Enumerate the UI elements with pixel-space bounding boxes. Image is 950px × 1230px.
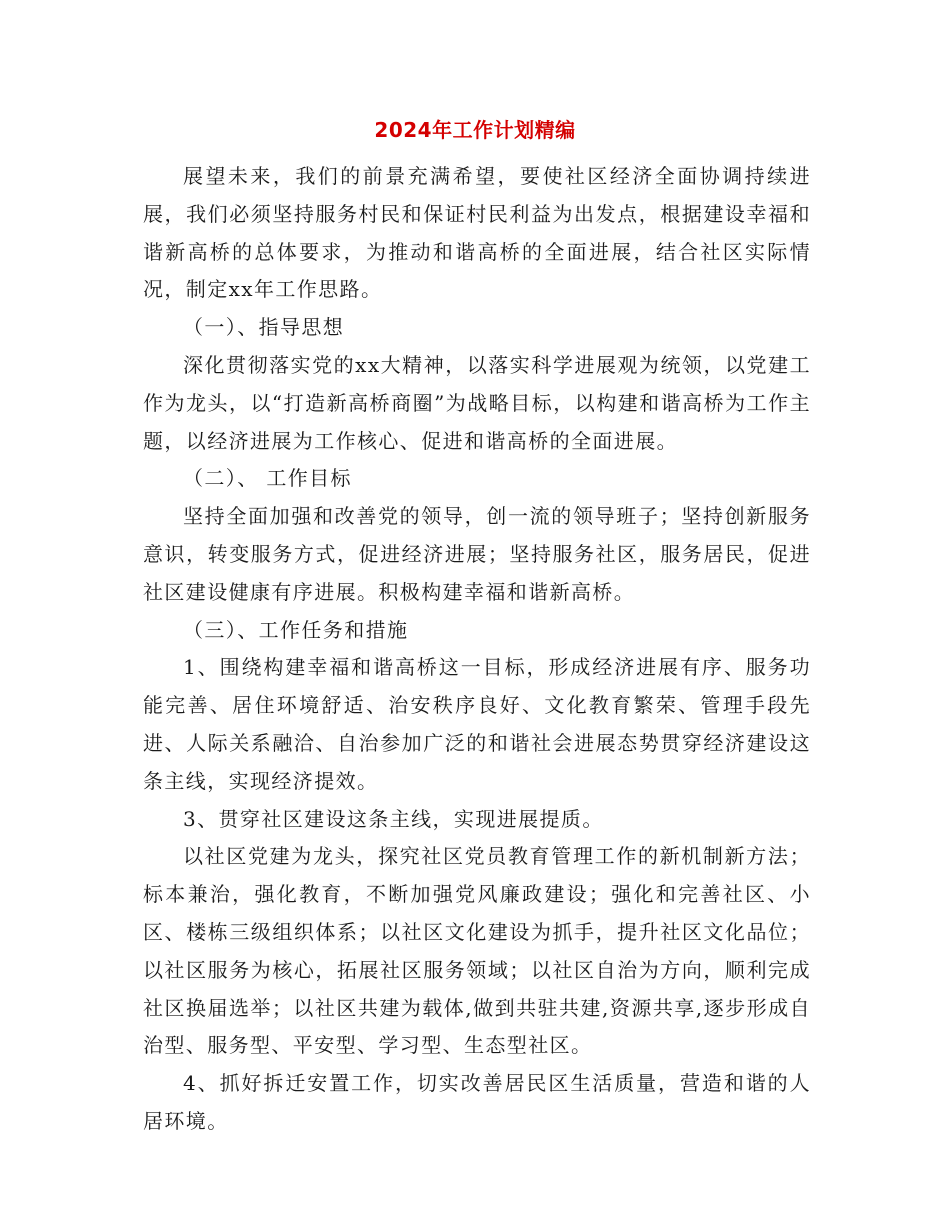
section-heading-guiding-thought: （一）、指导思想 [183,315,345,340]
section-heading-work-goals: （二）、 工作目标 [183,466,352,491]
paragraph-task-1: 1、围绕构建幸福和谐高桥这一目标，形成经济进展有序、服务功能完善、居住环境舒适、治安秩序良好、文化教育繁荣、管理手段先进、人际关系融洽、自治参加广泛的和谐社会进展态势贯穿经济建设这条主线，实现经济提效。 [143,655,811,793]
paragraph-task-4: 4、抓好拆迁安置工作，切实改善居民区生活质量，营造和谐的人居环境。 [143,1071,811,1133]
document-body [143,158,811,1141]
paragraph-task-3-detail: 以社区党建为龙头，探究社区党员教育管理工作的新机制新方法；标本兼治，强化教育，不断加强党风廉政建设；强化和完善社区、小区、楼栋三级组织体系；以社区文化建设为抓手，提升社区文化品位；以社区服务为核心，拓展社区服务领域；以社区自治为方向，顺利完成社区换届选举；以社区共建为载体,做到共驻共建,资源共享,逐步形成自治型、服务型、平安型、学习型、生态型社区。 [143,844,811,1058]
page-title: 2024年工作计划精编 [374,118,576,142]
section-heading-tasks-measures: （三）、工作任务和措施 [183,617,409,642]
paragraph-intro: 展望未来，我们的前景充满希望，要使社区经济全面协调持续进展，我们必须坚持服务村民和保证村民利益为出发点，根据建设幸福和谐新高桥的总体要求，为推动和谐高桥的全面进展，结合社区实际情况，制定xx年工作思路。 [143,164,811,302]
paragraph-guiding-thought: 深化贯彻落实党的xx大精神，以落实科学进展观为统领，以党建工作为龙头，以“打造新高桥商圈”为战略目标，以构建和谐高桥为工作主题，以经济进展为工作核心、促进和谐高桥的全面进展。 [143,352,811,453]
paragraph-task-3: 3、贯穿社区建设这条主线，实现进展提质。 [183,806,604,831]
paragraph-work-goals: 坚持全面加强和改善党的领导，创一流的领导班子；坚持创新服务意识，转变服务方式，促进经济进展；坚持服务社区，服务居民，促进社区建设健康有序进展。积极构建幸福和谐新高桥。 [143,504,811,604]
